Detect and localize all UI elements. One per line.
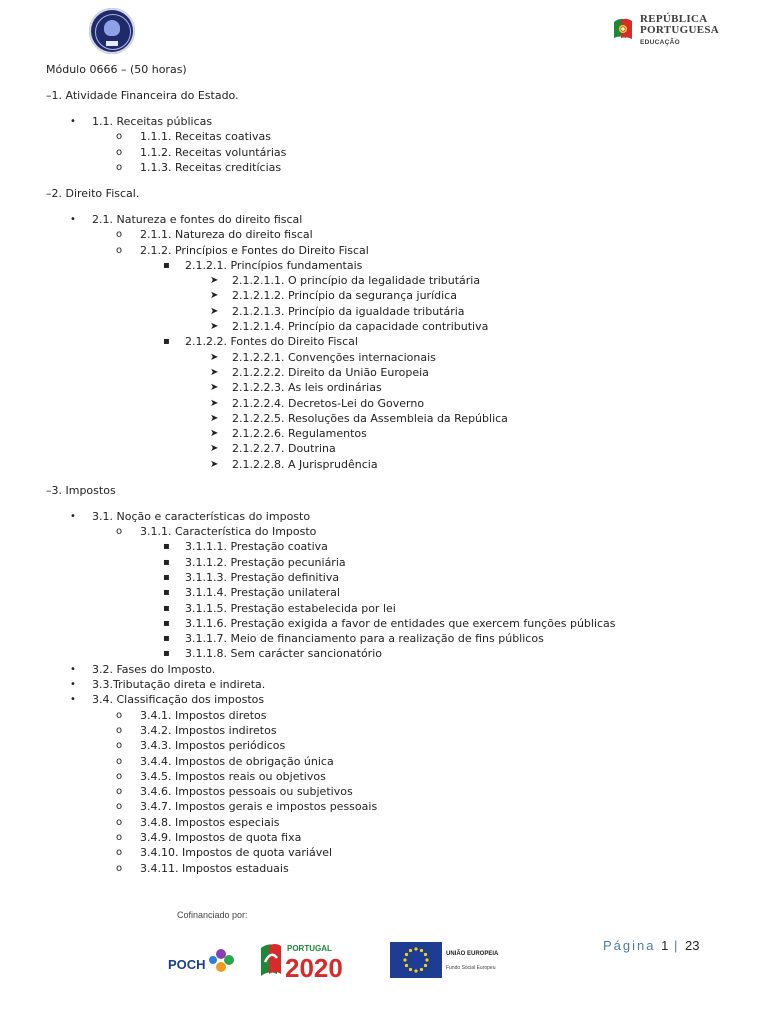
outline-item: 3.4.7. Impostos gerais e impostos pessoais [140,800,378,814]
outline-bullet: o [116,816,123,828]
outline-bullet: ➤ [210,290,219,302]
outline-item: 3.4.1. Impostos diretos [140,708,267,722]
outline-bullet: o [116,832,123,843]
outline-bullet: o [116,770,123,782]
outline-bullet: ➤ [210,382,219,394]
outline-bullet: o [116,724,123,736]
outline-item: 3.1.1.4. Prestação unilateral [185,586,340,600]
outline-bullet: • [70,510,76,522]
outline-item: 1.1.3. Receitas creditícias [140,160,282,174]
eu-flag-icon [390,942,505,978]
outline-item: 2.1.2.2.8. A Jurisprudência [232,457,378,471]
outline-item: 3.1.1.6. Prestação exigida a favor de entidades que exercem funções públicas [185,616,616,630]
page-indicator [603,938,699,953]
outline-item: 2.1.2.2.3. As leis ordinárias [232,381,382,395]
year-label: 2020 [285,953,343,980]
outline-item: 3.1.1.2. Prestação pecuniária [185,555,346,569]
outline-bullet: o [116,740,123,752]
outline-item: 2.1.2.1. Princípios fundamentais [185,258,363,272]
outline-bullet: o [116,161,123,173]
page-label: Página [603,938,656,953]
outline-item: 3.1.1.3. Prestação definitiva [185,570,340,584]
outline-bullet: ▪ [163,259,170,271]
page-separator: | [673,938,680,953]
eu-star [409,949,412,952]
outline-bullet: • [70,213,76,225]
outline-item: 3.1.1.8. Sem carácter sancionatório [185,647,382,661]
educacao-label: EDUCAÇÃO [640,39,680,46]
outline-bullet: o [116,229,123,241]
portugal-flag-icon [612,16,634,40]
outline-item: 1.1.2. Receitas voluntárias [140,145,287,159]
outline-item: 3.4.5. Impostos reais ou objetivos [140,769,326,783]
outline-bullet: ➤ [210,412,219,424]
outline-item: 3.4.6. Impostos pessoais ou subjetivos [140,785,353,799]
outline-item: 3.4.9. Impostos de quota fixa [140,831,302,844]
outline-bullet: o [116,526,123,537]
page-number: 1 [661,938,669,953]
eu-star [414,947,417,950]
eu-star [425,958,428,961]
outline-bullet: ▪ [163,617,170,629]
outline-item: 3.1.1.5. Prestação estabelecida por lei [185,601,396,615]
outline-item: 2.1.2.2.4. Decretos-Lei do Governo [232,396,425,410]
eu-star [409,968,412,971]
outline-bullet: ➤ [210,443,219,455]
outline-bullet: o [116,847,123,859]
outline-item: 3.4.3. Impostos periódicos [140,739,286,753]
outline-bullet: • [70,663,76,675]
outline-bullet: ➤ [210,305,219,317]
outline-bullet: ➤ [210,428,219,440]
eu-star [424,964,427,967]
cofinanced-label: Cofinanciado por: [177,910,248,920]
outline-bullet: ▪ [163,541,170,553]
outline-item: 2.1.2.1.1. O princípio da legalidade tributária [232,274,481,288]
portugal-label: PORTUGAL [287,944,332,953]
outline-bullet: ➤ [210,458,219,470]
outline-item: 3.3.Tributação direta e indireta. [92,678,266,691]
outline-item: 3.4.4. Impostos de obrigação única [140,754,334,768]
outline-item: 3.4.2. Impostos indiretos [140,723,277,737]
outline-item: 2.1.1. Natureza do direito fiscal [140,228,313,242]
outline-section: –2. Direito Fiscal. [46,186,140,200]
school-seal-icon [89,8,135,54]
outline-item: 3.2. Fases do Imposto. [92,662,216,676]
outline-item: 2.1.2.2.2. Direito da União Europeia [232,365,429,379]
outline-item: 3.4. Classificação dos impostos [92,693,265,707]
outline-section: –3. Impostos [46,483,116,497]
outline-bullet: ▪ [163,648,170,660]
outline-item: 3.1.1.1. Prestação coativa [185,540,328,554]
outline-bullet: • [70,694,76,706]
outline-bullet: o [116,146,123,158]
outline-item: 3.4.8. Impostos especiais [140,815,280,829]
outline-bullet: ▪ [163,556,170,568]
portuguesa-line: PORTUGUESA [640,24,720,36]
outline-bullet: ▪ [163,633,170,645]
outline-bullet: ▪ [163,336,170,348]
outline-bullet: o [116,131,123,143]
eu-star [414,969,417,972]
outline-item: 2.1.2. Princípios e Fontes do Direito Fiscal [140,243,369,257]
outline-bullet: o [116,786,123,798]
eu-name-label: UNIÃO EUROPEIA [446,951,499,957]
poch-logo-icon [166,942,238,978]
portugal2020-logo-icon [257,940,372,980]
outline-item: 3.1.1. Característica do Imposto [140,525,317,538]
outline-item: 2.1.2.2. Fontes do Direito Fiscal [185,335,358,349]
outline-bullet: o [116,709,123,721]
poch-label: POCH [168,957,206,972]
eu-star [424,953,427,956]
outline-item: 1.1. Receitas públicas [92,115,213,128]
outline-bullet: o [116,801,123,813]
outline-bullet: ➤ [210,275,219,287]
outline-bullet: ➤ [210,397,219,409]
outline-item: 2.1.2.2.1. Convenções internacionais [232,350,436,364]
eu-star [403,958,406,961]
module-title: Módulo 0666 – (50 horas) [46,63,187,76]
outline-item: 2.1.2.2.6. Regulamentos [232,427,367,441]
outline-item: 2.1.2.1.4. Princípio da capacidade contributiva [232,320,489,333]
outline-bullet: o [116,244,123,256]
page-header [0,0,768,60]
outline-bullet: ➤ [210,366,219,378]
eu-star [420,968,423,971]
page-footer [0,900,768,1024]
page-total: 23 [684,938,700,953]
eu-star [405,953,408,956]
eu-star [420,949,423,952]
outline-bullet: ➤ [210,321,219,332]
outline-bullet: ▪ [163,571,170,583]
eu-fund-label: Fundo Social Europeu [446,965,496,971]
outline-item: 2.1.2.1.2. Princípio da segurança jurídica [232,289,457,303]
outline-bullet: o [116,755,123,767]
outline-item: 2.1.2.1.3. Princípio da igualdade tributária [232,304,465,318]
outline-item: 2.1.2.2.7. Doutrina [232,442,336,456]
outline-bullet: • [70,679,76,690]
outline-item: 1.1.1. Receitas coativas [140,130,271,144]
outline-bullet: ▪ [163,587,170,599]
outline-bullet: ➤ [210,351,219,363]
outline-item: 3.4.11. Impostos estaduais [140,861,289,875]
outline-item: 2.1. Natureza e fontes do direito fiscal [92,212,303,226]
outline-section: –1. Atividade Financeira do Estado. [46,89,239,102]
outline-bullet: o [116,862,123,874]
republica-line: REPÚBLICA [640,13,708,25]
outline-item: 2.1.2.2.5. Resoluções da Assembleia da República [232,411,508,425]
outline-item: 3.1.1.7. Meio de financiamento para a realização de fins públicos [185,632,544,646]
outline-bullet: • [70,116,76,127]
outline-item: 3.1. Noção e características do imposto [92,509,311,523]
outline-item: 3.4.10. Impostos de quota variável [140,846,333,860]
outline-bullet: ▪ [163,602,170,614]
eu-star [405,964,408,967]
